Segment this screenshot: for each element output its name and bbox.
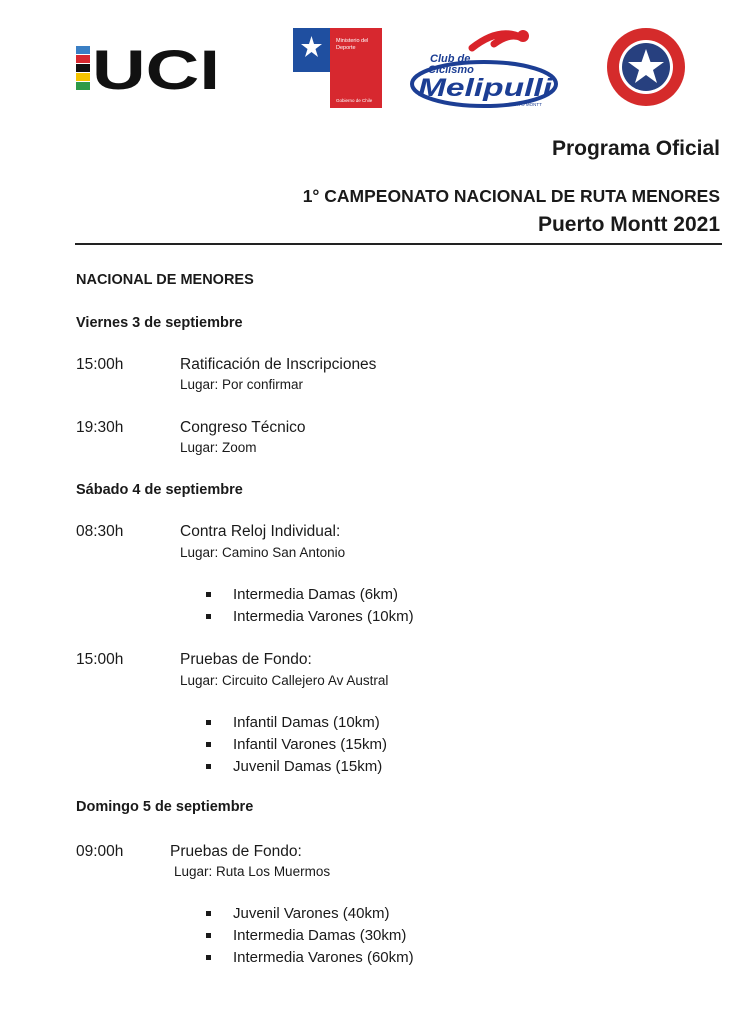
uci-logo	[76, 44, 222, 92]
event-venue: Lugar: Circuito Callejero Av Austral	[180, 673, 389, 688]
category-list	[206, 903, 414, 969]
event-venue: Lugar: Zoom	[180, 440, 257, 455]
day-label-domingo: Domingo 5 de septiembre	[76, 799, 254, 815]
event-time: 09:00h	[76, 843, 124, 860]
event-title: Pruebas de Fondo:	[180, 651, 312, 668]
category-list	[206, 584, 414, 628]
event-time: 19:30h	[76, 419, 124, 436]
ministerio-line-2: Deporte	[336, 45, 356, 51]
event-time: 15:00h	[76, 651, 124, 668]
event-title: Ratificación de Inscripciones	[180, 356, 377, 373]
ministerio-deporte-logo	[293, 28, 382, 108]
event-time: 15:00h	[76, 356, 124, 373]
federacion-ciclismo-logo	[604, 27, 688, 107]
place-year: Puerto Montt 2021	[537, 213, 720, 236]
list-item: Infantil Damas (10km)	[206, 712, 387, 734]
bullet-icon	[206, 955, 211, 960]
cyclist-icon	[472, 34, 522, 48]
category-list	[206, 712, 387, 778]
list-item: Infantil Varones (15km)	[206, 734, 387, 756]
ministerio-footer: Gobierno de Chile	[336, 98, 373, 103]
event-title: Pruebas de Fondo:	[170, 843, 302, 860]
bullet-icon	[206, 933, 211, 938]
header-divider	[75, 243, 722, 245]
list-item: Juvenil Varones (40km)	[206, 903, 414, 925]
logo-bar	[0, 0, 750, 130]
bullet-icon	[206, 742, 211, 747]
list-item: Intermedia Varones (60km)	[206, 947, 414, 969]
list-item: Intermedia Damas (6km)	[206, 584, 414, 606]
event-title: Contra Reloj Individual:	[180, 523, 341, 540]
club-main-text: Melipulli	[418, 74, 554, 102]
list-item: Intermedia Varones (10km)	[206, 606, 414, 628]
event-title: Congreso Técnico	[180, 419, 306, 436]
bullet-icon	[206, 911, 211, 916]
list-item: Intermedia Damas (30km)	[206, 925, 414, 947]
club-sub-text: PUERTO MONTT	[506, 102, 542, 107]
event-venue: Lugar: Por confirmar	[180, 377, 304, 392]
bullet-icon	[206, 764, 211, 769]
event-venue: Lugar: Ruta Los Muermos	[174, 864, 331, 879]
club-melipulli-logo	[410, 26, 560, 110]
bullet-icon	[206, 720, 211, 725]
section-title: NACIONAL DE MENORES	[76, 272, 254, 288]
day-label-viernes: Viernes 3 de septiembre	[76, 315, 243, 331]
event-venue: Lugar: Camino San Antonio	[180, 545, 346, 560]
list-item: Juvenil Damas (15km)	[206, 756, 387, 778]
championship-title: 1° CAMPEONATO NACIONAL DE RUTA MENORES	[302, 186, 720, 206]
program-title: Programa Oficial	[551, 137, 720, 160]
day-label-sabado: Sábado 4 de septiembre	[76, 482, 243, 498]
bullet-icon	[206, 614, 211, 619]
club-text-2: Ciclismo	[428, 64, 474, 76]
club-text-1: Club de	[430, 53, 471, 65]
bullet-icon	[206, 592, 211, 597]
uci-logo-text: UCI	[92, 44, 220, 92]
ministerio-line-1: Ministerio del	[336, 38, 369, 44]
event-time: 08:30h	[76, 523, 124, 540]
